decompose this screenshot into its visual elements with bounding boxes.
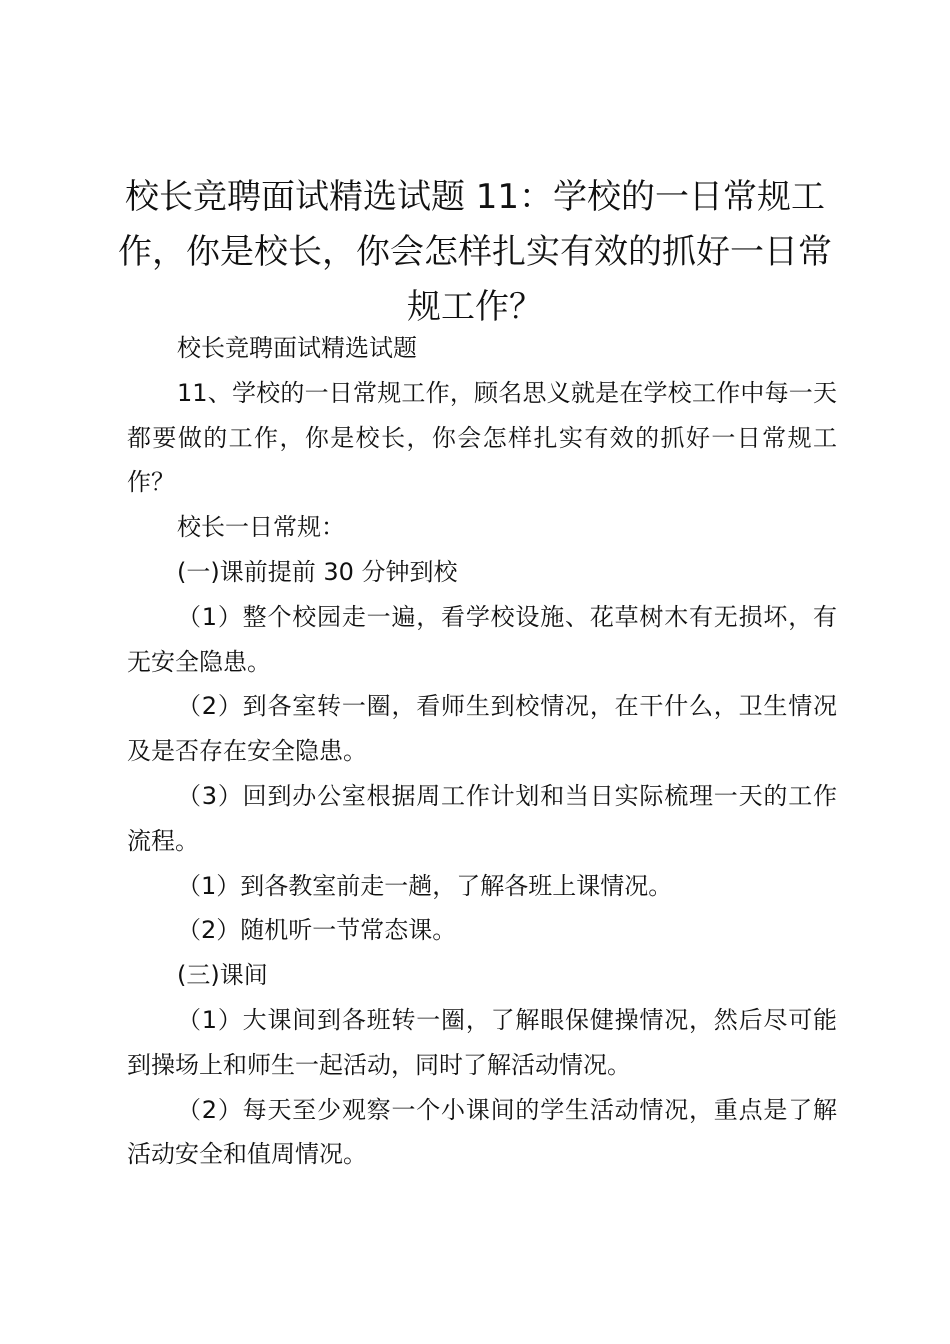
- paragraph: 11、学校的一日常规工作，顾名思义就是在学校工作中每一天都要做的工作，你是校长，你会怎样扎实有效的抓好一日常规工作？: [127, 378, 837, 497]
- paragraph: 校长竞聘面试精选试题: [177, 334, 417, 362]
- paragraph: 校长一日常规：: [177, 513, 345, 542]
- paragraph: （2）随机听一节常态课。: [177, 916, 457, 945]
- paragraph: （1）整个校园走一遍，看学校设施、花草树木有无损坏，有无安全隐患。: [127, 602, 837, 676]
- paragraph: （1）大课间到各班转一圈，了解眼保健操情况，然后尽可能到操场上和师生一起活动，同时了解活动情况。: [127, 1005, 837, 1079]
- paragraph: （3）回到办公室根据周工作计划和当日实际梳理一天的工作流程。: [127, 781, 837, 855]
- paragraph: （2）每天至少观察一个小课间的学生活动情况，重点是了解活动安全和值周情况。: [127, 1095, 837, 1169]
- document-body: [127, 326, 837, 1177]
- document-title: 校长竞聘面试精选试题 11：学校的一日常规工作，你是校长，你会怎样扎实有效的抓好一日常规工作？: [118, 177, 832, 327]
- paragraph: （1）到各教室前走一趟，了解各班上课情况。: [177, 871, 673, 900]
- paragraph: （2）到各室转一圈，看师生到校情况，在干什么，卫生情况及是否存在安全隐患。: [127, 692, 837, 766]
- paragraph: (一)课前提前 30 分钟到校: [177, 557, 458, 586]
- paragraph: (三)课间: [177, 961, 268, 990]
